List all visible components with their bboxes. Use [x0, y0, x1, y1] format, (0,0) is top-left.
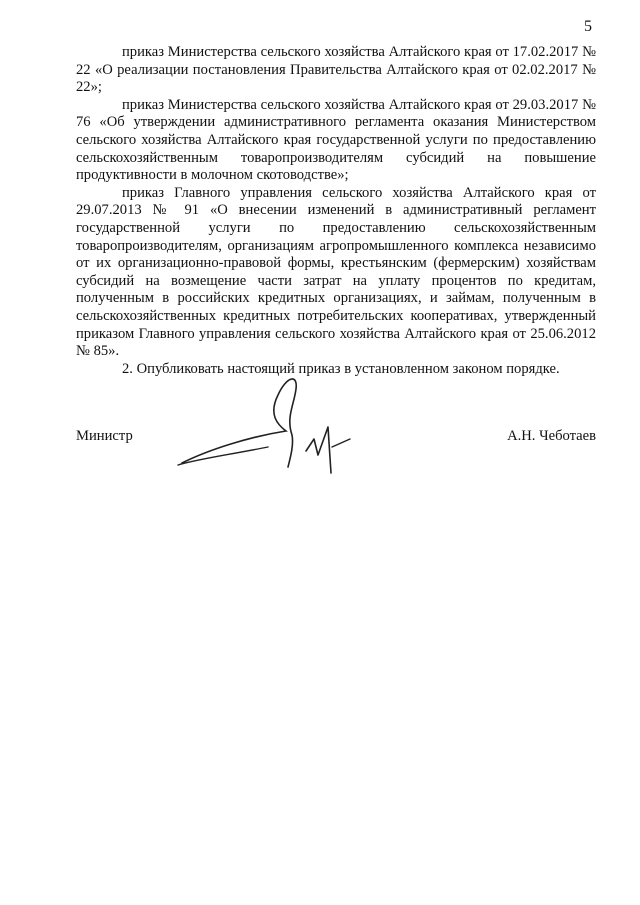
signatory-role: Министр — [76, 428, 133, 444]
handwritten-signature — [168, 355, 368, 475]
paragraph-order-22: приказ Министерства сельского хозяйства Алтайского края от 17.02.2017 № 22 «О реализации постановления Правительства Алтайского края от 02.02.2017 № 22»; — [76, 44, 596, 96]
page-number: 5 — [584, 18, 592, 35]
paragraph-publish: 2. Опубликовать настоящий приказ в установленном законом порядке. — [122, 360, 560, 377]
paragraph-order-91: приказ Главного управления сельского хозяйства Алтайского края от 29.07.2013 № 91 «О внесении изменений в административный регламент государственной услуги по предоставлению сельскохозяйственным товаропроизводителям, организациям агропромышленного комплекса независимо от их организационно-правовой формы, крестьянским (фермерским) хозяйствам субсидий на возмещение части затрат на уплату процентов по кредитам, полученным в российских кредитных организациях, и займам, полученным в сельскохозяйственных кредитных потребительских кооперативах, утвержденный приказом Главного управления сельского хозяйства Алтайского края от 25.06.2012 № 85». — [76, 184, 596, 360]
signatory-name: А.Н. Чеботаев — [507, 428, 596, 444]
paragraph-order-76: приказ Министерства сельского хозяйства Алтайского края от 29.03.2017 № 76 «Об утверждении административного регламента оказания Министерством сельского хозяйства Алтайского края государственной услуги по предоставлению сельскохозяйственным товаропроизводителям субсидий на повышение продуктивности в молочном скотоводстве»; — [76, 96, 596, 184]
document-body — [76, 44, 596, 378]
